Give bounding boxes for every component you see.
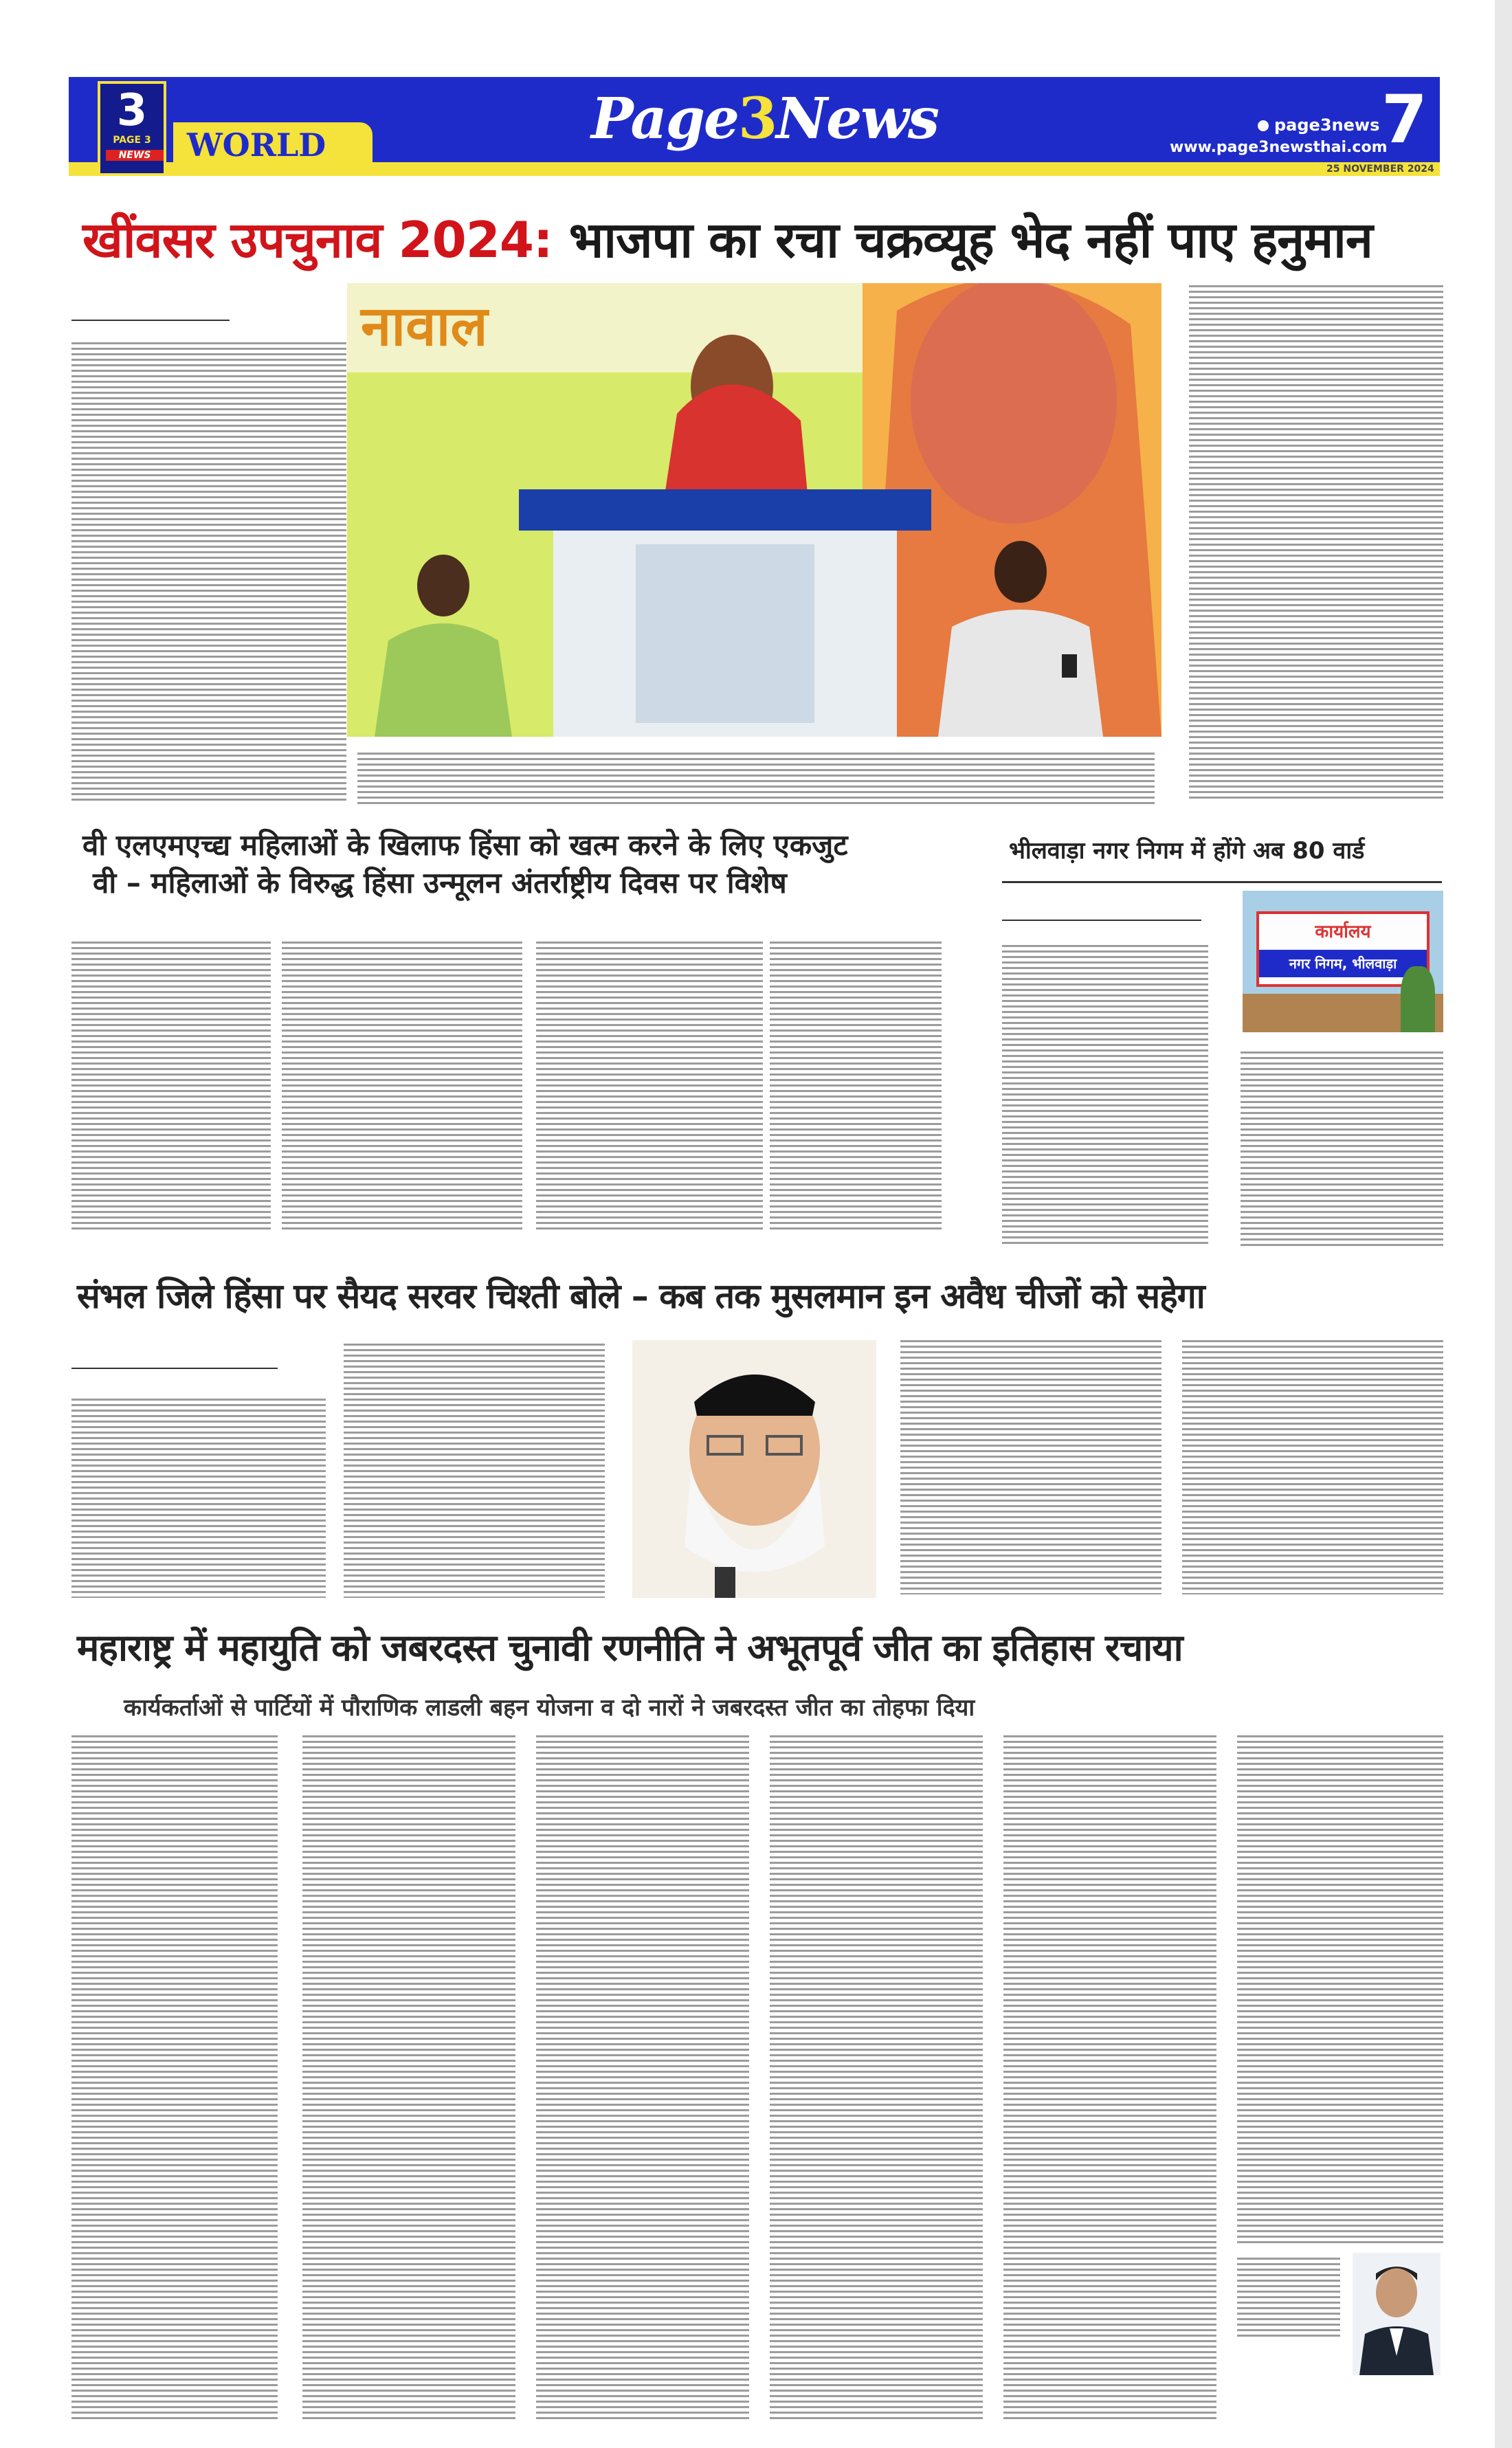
article-5-subheadline[interactable]: कार्यकर्ताओं से पार्टियों में पौराणिक लाडली बहन योजना व दो नारों ने जबरदस्त जीत का तोहफा दिया: [124, 1694, 975, 1722]
social-handle[interactable]: page3news: [1258, 115, 1379, 135]
article-3-byline: [1002, 893, 1201, 921]
author-portrait-illustration: [1353, 2253, 1441, 2375]
article-1-photo: [347, 283, 1161, 737]
section-label: WORLD: [187, 126, 326, 164]
article-3-photo: [1243, 891, 1443, 1032]
article-1-byline: [71, 292, 230, 321]
brand-title[interactable]: [591, 86, 939, 152]
article-3-text-col-1: [1002, 945, 1208, 1247]
article-4-text-col-4: [1182, 1340, 1443, 1594]
article-3-headline[interactable]: भीलवाड़ा नगर निगम में होंगे अब 80 वार्ड: [1009, 837, 1365, 865]
article-5-headline[interactable]: महाराष्ट्र में महायुति को जबरदस्त चुनावी रणनीति ने अभूतपूर्व जीत का इतिहास रचाया: [77, 1626, 1183, 1669]
article-5-text-col-1: [71, 1735, 278, 2423]
sign-bottom-text: नगर निगम, भीलवाड़ा: [1259, 950, 1427, 977]
article-5-text-col-4: [770, 1735, 983, 2423]
speaker-photo-illustration: [347, 283, 1161, 737]
brand-num: 3: [738, 86, 777, 152]
author-photo: [1353, 2253, 1441, 2375]
article-4-text-col-2: [344, 1344, 605, 1598]
article-5-text-col-6: [1237, 1735, 1443, 2244]
svg-text:नावाल: नावाल: [361, 293, 488, 358]
article-4-byline: [71, 1340, 278, 1369]
article-5-text-col-5: [1003, 1735, 1216, 2423]
logo-small-text: PAGE 3: [113, 135, 151, 146]
brand-pre: Page: [591, 86, 739, 152]
article-4-headline[interactable]: संभल जिले हिंसा पर सैयद सरवर चिश्ती बोले – कब तक मुसलमान इन अवैध चीजों को सहेगा: [77, 1276, 1205, 1316]
page-edge: [1495, 0, 1512, 2448]
article-1-headline-red: खींवसर उपचुनाव 2024:: [82, 211, 553, 269]
author-info-text: [1237, 2258, 1340, 2340]
article-2-text-col-3: [536, 942, 763, 1230]
article-4-text-col-1: [71, 1399, 326, 1598]
article-2-text-col-4: [770, 942, 942, 1230]
page-number: 7: [1381, 81, 1427, 158]
article-1-text-col-1: [71, 342, 346, 803]
logo[interactable]: [98, 81, 166, 176]
tree: [1401, 966, 1435, 1032]
article-1-text-under-photo: [357, 753, 1155, 804]
article-2-headline-line-1[interactable]: वी एलएमएच्द्य महिलाओं के खिलाफ हिंसा को खत्म करने के लिए एकजुट: [82, 828, 848, 862]
article-5-text-col-3: [536, 1735, 749, 2423]
sign-top-text: कार्यालय: [1315, 922, 1371, 942]
article-4-text-col-3: [900, 1340, 1161, 1594]
portrait-illustration: [632, 1340, 876, 1598]
logo-news-text: NEWS: [106, 150, 164, 161]
article-1-headline-black: भाजपा का रचा चक्रव्यूह भेद नहीं पाए हनुमान: [552, 211, 1372, 269]
issue-date: 25 NOVEMBER 2024: [1326, 164, 1434, 175]
article-5-text-col-2: [302, 1735, 515, 2423]
article-1-headline[interactable]: [82, 205, 1372, 272]
article-3-rule: [1002, 881, 1442, 883]
website-link[interactable]: www.page3newsthai.com: [1170, 139, 1388, 156]
article-2-text-col-1: [71, 942, 271, 1230]
article-2-text-col-2: [282, 942, 522, 1230]
article-3-text-col-2: [1241, 1051, 1443, 1247]
logo-number: 3: [116, 85, 148, 136]
article-1-text-col-right: [1189, 285, 1443, 801]
brand-post: News: [776, 86, 939, 152]
article-2-headline-line-2[interactable]: वी – महिलाओं के विरुद्ध हिंसा उन्मूलन अंतर्राष्ट्रीय दिवस पर विशेष: [93, 866, 787, 900]
article-4-photo: [632, 1340, 876, 1598]
